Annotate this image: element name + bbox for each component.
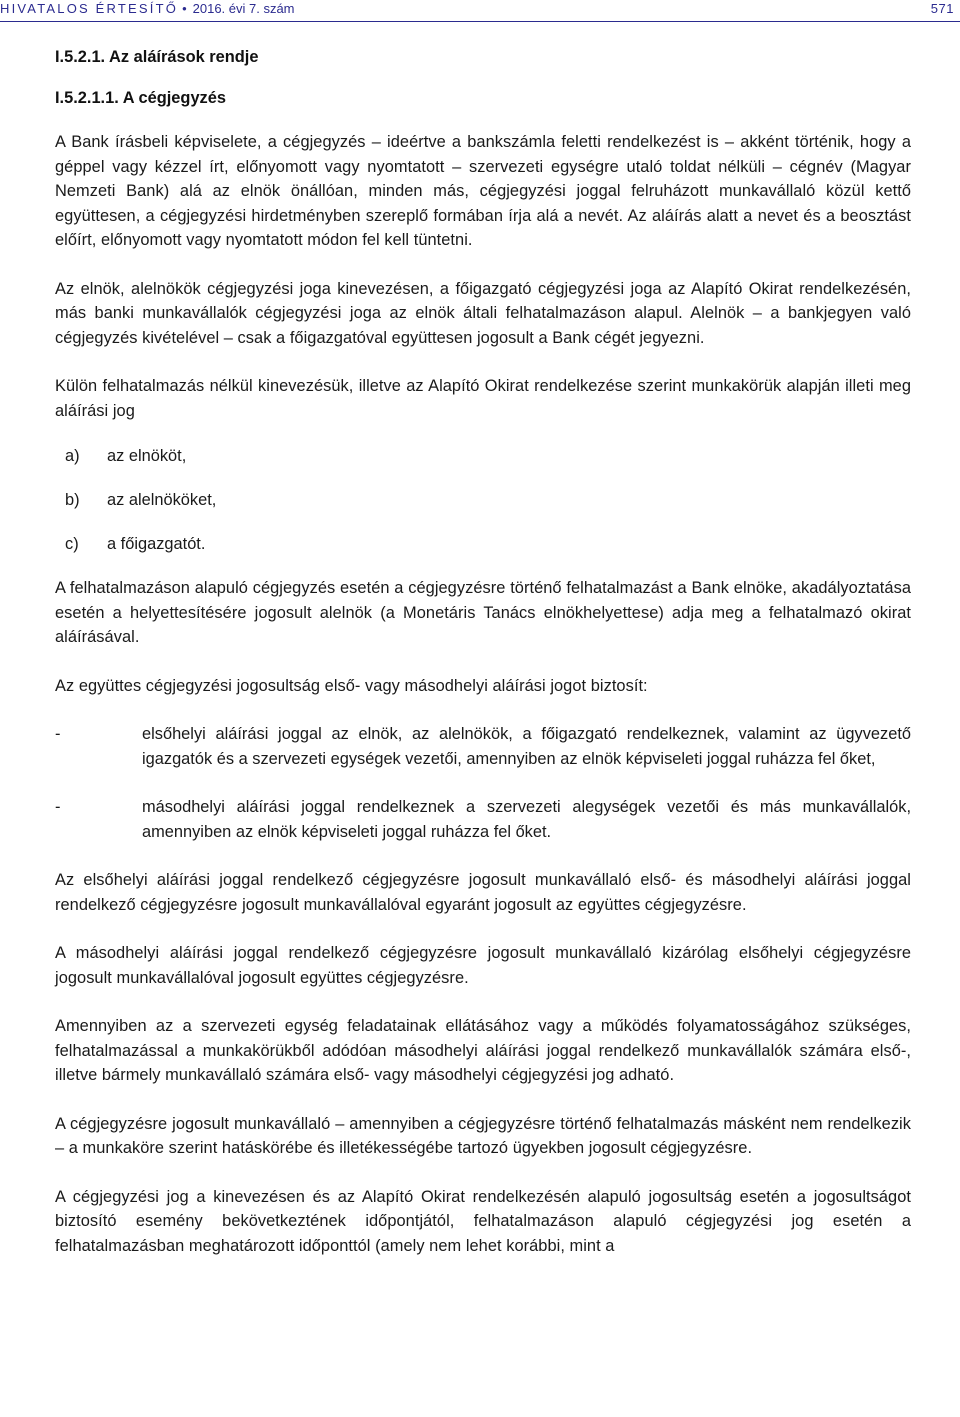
list-item-text: másodhelyi aláírási joggal rendelkeznek a szervezeti alegységek vezetői és más munkavállalók, amennyiben az elnök képviseleti joggal ruházza fel őket.: [142, 798, 911, 841]
header-rule: [0, 21, 960, 22]
paragraph-authorization: A felhatalmazáson alapuló cégjegyzés esetén a cégjegyzésre történő felhatalmazást a Bank elnöke, akadályoztatása esetén a helyettesítésére jogosult alelnök (a Monetáris Tanács elnökhelyettese) adja meg a felhatalmazó okirat aláírásával.: [55, 579, 911, 646]
list-item-text: az elnököt,: [107, 447, 187, 465]
list-item: [55, 795, 911, 844]
list-marker: c): [65, 535, 79, 553]
list-item: [55, 722, 911, 771]
paragraph-representation: A Bank írásbeli képviselete, a cégjegyzés – ideértve a bankszámla feletti rendelkezést is – akként történik, hogy a géppel vagy kézzel írt, előnyomott vagy nyomtatott – szervezeti egységre utaló toldat nélküli – cégnév (Magyar Nemzeti Bank) alá az elnök önállóan, minden más, cégjegyzési joggal felruházott munkavállaló közül kettő együttesen, a cégjegyzési hirdetményben szereplő formában írja alá a nevét. Az aláírás alatt a nevet és a beosztást előírt, előnyomott vagy nyomtatott módon fel kell tüntetni.: [55, 133, 911, 249]
list-item-text: a főigazgatót.: [107, 535, 206, 553]
page-header: [0, 0, 960, 22]
paragraph-scope-of-rights: A cégjegyzésre jogosult munkavállaló – amennyiben a cégjegyzésre történő felhatalmazás másként nem rendelkezik – a munkaköre szerint hatáskörébe és illetékességébe tartozó ügyekben jogosult cégjegyzésre.: [55, 1114, 911, 1157]
header-separator: •: [182, 1, 187, 16]
journal-name: HIVATALOS ÉRTESÍTŐ: [0, 1, 179, 16]
list-marker: -: [55, 798, 61, 816]
document-body: [55, 45, 911, 1282]
page-number: 571: [930, 1, 954, 16]
alpha-list: [55, 444, 911, 556]
list-marker: -: [55, 725, 61, 743]
section-heading: I.5.2.1. Az aláírások rendje: [55, 48, 259, 66]
paragraph-second-place-rights: A másodhelyi aláírási joggal rendelkező cégjegyzésre jogosult munkavállaló kizárólag elsőhelyi cégjegyzésre jogosult munkavállalóval jogosult együttes cégjegyzésre.: [55, 944, 911, 987]
list-item-text: az alelnököket,: [107, 491, 217, 509]
list-item: [55, 488, 911, 512]
list-item: [55, 532, 911, 556]
list-item: [55, 444, 911, 468]
paragraph-first-place-rights: Az elsőhelyi aláírási joggal rendelkező cégjegyzésre jogosult munkavállaló első- és másodhelyi aláírási joggal rendelkező cégjegyzésre jogosult munkavállalóval egyaránt jogosult az együttes cégjegyzésre.: [55, 871, 911, 914]
paragraph-start-of-rights: A cégjegyzési jog a kinevezésen és az Alapító Okirat rendelkezésén alapuló jogosultság esetén a jogosultságot biztosító esemény bekövetkeztének időpontjától, felhatalmazáson alapuló cégjegyzési jog esetén a felhatalmazásban meghatározott időponttól (amely nem lehet korábbi, mint a: [55, 1187, 911, 1255]
paragraph-signing-rights-basis: Az elnök, alelnökök cégjegyzési joga kinevezésen, a főigazgató cégjegyzési joga az Alapító Okirat rendelkezésén, más banki munkavállalók cégjegyzési joga az elnök általi felhatalmazáson alapul. Alelnök – a bankjegyen való cégjegyzés kivételével – csak a főigazgatóval együttesen jogosult a Bank cégét jegyezni.: [55, 279, 911, 347]
list-item-text: elsőhelyi aláírási joggal az elnök, az alelnökök, a főigazgató rendelkeznek, valamint az ügyvezető igazgatók és a szervezeti egységek vezetői, amennyiben az elnök képviseleti joggal ruházza fel őket,: [142, 725, 911, 768]
list-marker: a): [65, 447, 80, 465]
paragraph-joint-signing: Az együttes cégjegyzési jogosultság első- vagy másodhelyi aláírási jogot biztosít:: [55, 676, 648, 695]
paragraph-granting-rights: Amennyiben az a szervezeti egység feladatainak ellátásához vagy a működés folyamatosságához szükséges, felhatalmazással a munkakörükből adódóan másodhelyi aláírási joggal rendelkező munkavállalók számára első-, illetve bármely munkavállaló számára első- vagy másodhelyi cégjegyzési jog adható.: [55, 1017, 911, 1084]
dash-list: [55, 722, 911, 844]
list-marker: b): [65, 491, 80, 509]
journal-title: [0, 1, 295, 16]
subsection-heading: I.5.2.1.1. A cégjegyzés: [55, 88, 226, 107]
issue-label: 2016. évi 7. szám: [192, 1, 295, 16]
paragraph-signing-rights-by-appointment: Külön felhatalmazás nélkül kinevezésük, illetve az Alapító Okirat rendelkezése szerint munkakörük alapján illeti meg aláírási jog: [55, 377, 911, 420]
